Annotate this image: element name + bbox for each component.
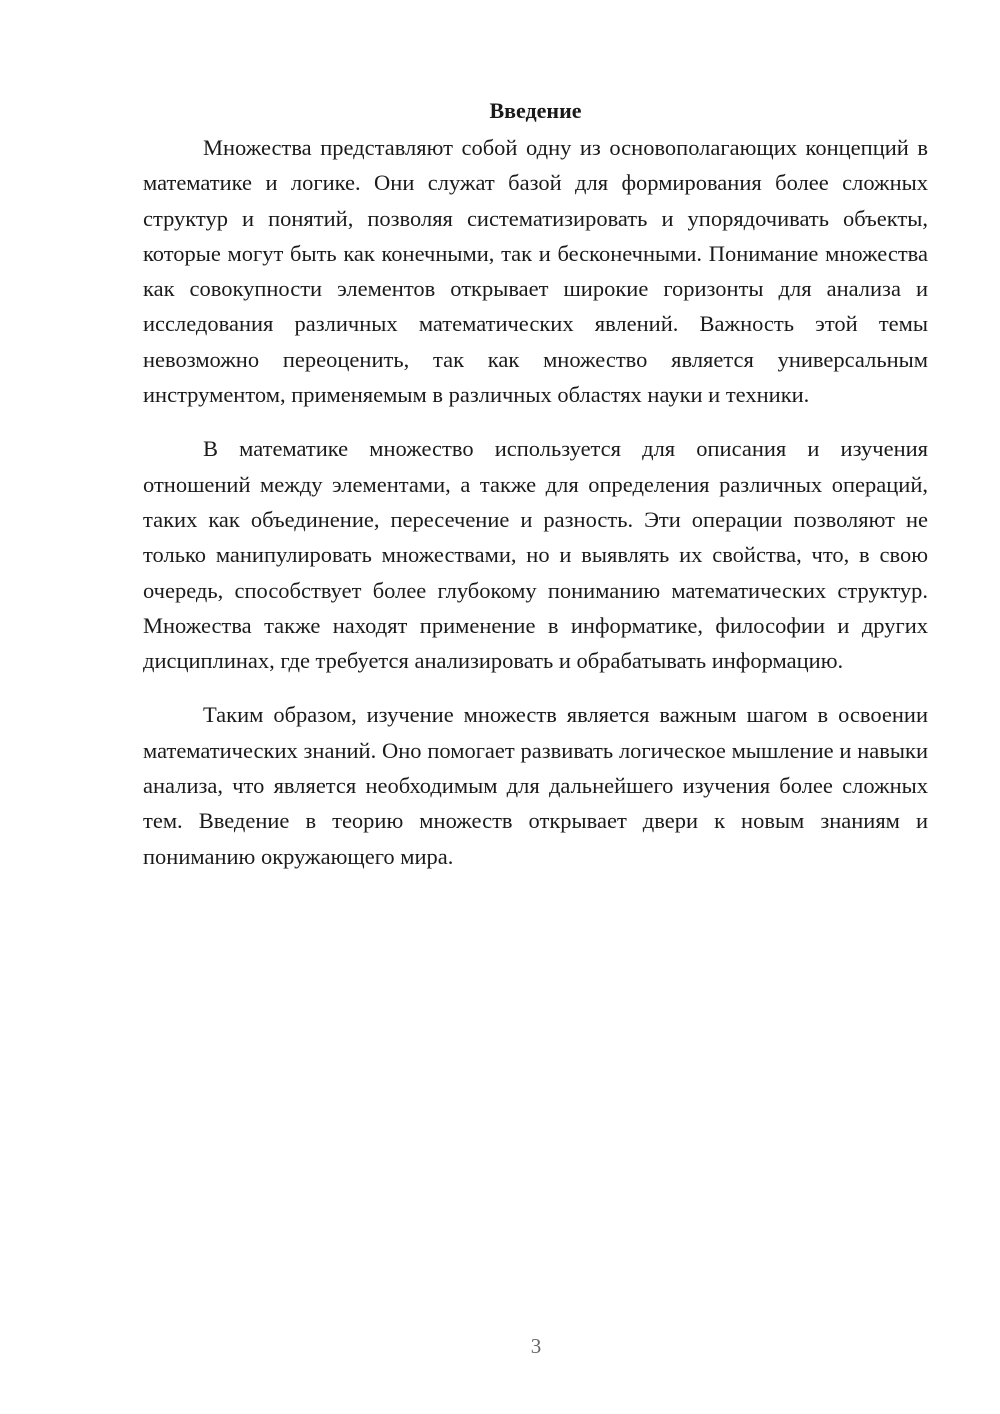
document-body [143,96,928,893]
section-title: Введение [489,98,582,123]
paragraph-2: В математике множество используется для описания и изучения отношений между элементами, а также для определения различных операций, таких как объединение, пересечение и разность. Эти операции позволяют не только манипулировать множествами, но и выявлять их свойства, что, в свою очередь, способствует более глубокому пониманию математических структур. Множества также находят применение в информатике, философии и других дисциплинах, где требуется анализировать и обрабатывать информацию. [143,436,928,674]
paragraph-1: Множества представляют собой одну из основополагающих концепций в математике и логике. Они служат базой для формирования более сложных структур и понятий, позволяя систематизировать и упорядочивать объекты, которые могут быть как конечными, так и бесконечными. Понимание множества как совокупности элементов открывает широкие горизонты для анализа и исследования различных математических явлений. Важность этой темы невозможно переоценить, так как множество является универсальным инструментом, применяемым в различных областях науки и техники. [143,135,928,408]
page-number: 3 [530,1334,542,1358]
paragraph-3: Таким образом, изучение множеств является важным шагом в освоении математических знаний. Оно помогает развивать логическое мышление и навыки анализа, что является необходимым для дальнейшего изучения более сложных тем. Введение в теорию множеств открывает двери к новым знаниям и пониманию окружающего мира. [143,702,928,869]
